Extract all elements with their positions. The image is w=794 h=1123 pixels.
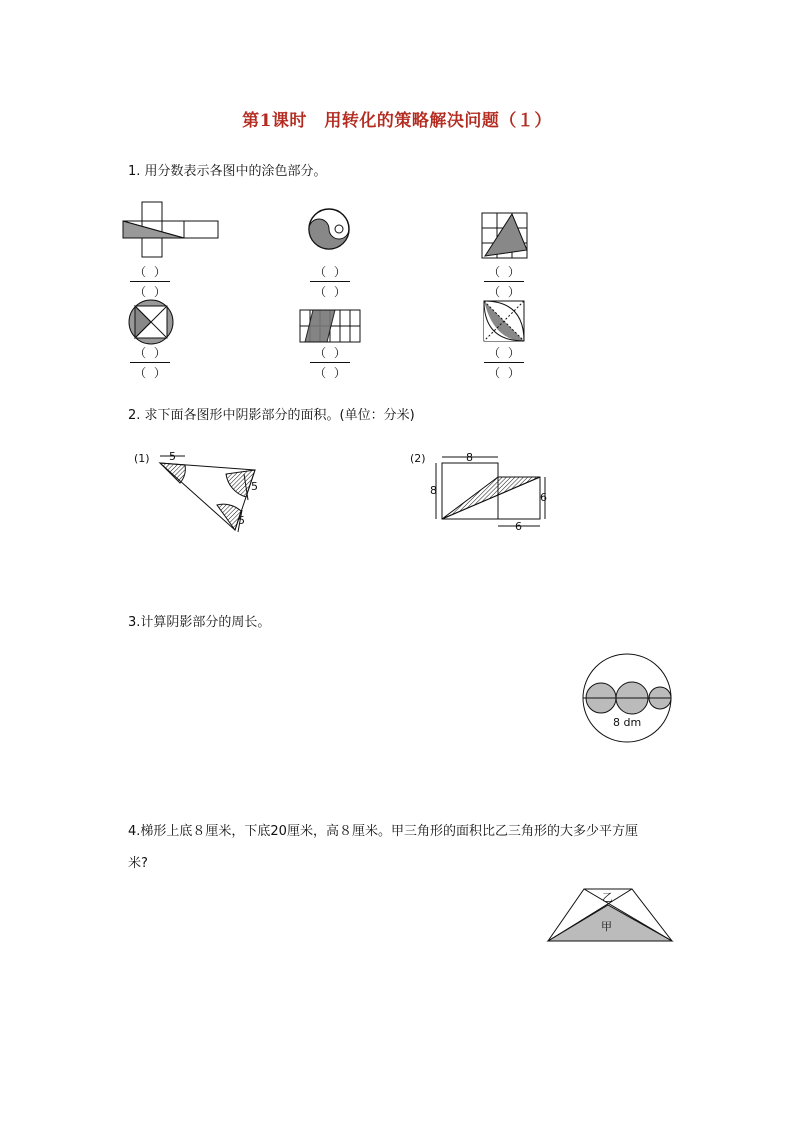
q4-figure-trapezoid [546, 888, 676, 944]
question-3-text: 3.计算阴影部分的周长。 [128, 615, 271, 630]
q1-figure-grid-triangle [481, 212, 531, 262]
q1-figure-circle-swirl [305, 207, 355, 252]
q1-figure-square-in-circle [126, 298, 176, 348]
q1-answer-blank-1[interactable]: （ ） （ ） [130, 263, 170, 300]
q4-label-yi: 乙 [602, 891, 613, 904]
q2-fig1-dim-b: 5 [251, 480, 258, 493]
q2-fig1-dim-c: 5 [238, 514, 245, 527]
q1-answer-blank-3[interactable]: （ ） （ ） [484, 263, 524, 300]
q2-fig2-tag: (2) [410, 452, 426, 465]
q1-answer-blank-2[interactable]: （ ） （ ） [310, 263, 350, 300]
q1-figure-grid-parallelogram [299, 308, 363, 348]
q2-fig2-dim-bottom: 6 [515, 520, 522, 533]
q1-figure-square-curve [483, 300, 528, 345]
q1-answer-blank-6[interactable]: （ ） （ ） [484, 344, 524, 381]
q2-fig2-dim-right: 6 [540, 491, 547, 504]
q2-figure-1-triangle [130, 448, 270, 538]
question-2-text: 2. 求下面各图形中阴影部分的面积。(单位：分米) [128, 408, 415, 423]
q1-figure-cross [120, 200, 220, 260]
q1-answer-blank-4[interactable]: （ ） （ ） [130, 344, 170, 381]
q1-answer-blank-5[interactable]: （ ） （ ） [310, 344, 350, 381]
question-4-text-line1: 4.梯形上底８厘米，下底20厘米，高８厘米。甲三角形的面积比乙三角形的大多少平方厘 [128, 824, 638, 839]
q2-fig2-dim-top: 8 [466, 451, 473, 464]
q3-figure-circles [582, 652, 677, 747]
q3-dim-label: 8 dm [613, 716, 642, 729]
q2-fig2-dim-left: 8 [430, 484, 437, 497]
page-title: 第1课时 用转化的策略解决问题（１） [242, 111, 552, 131]
q2-fig1-tag: (1) [134, 452, 150, 465]
q4-label-jia: 甲 [601, 920, 612, 933]
question-4-text-line2: 米? [128, 856, 148, 871]
q2-figure-2-rectangles [408, 448, 558, 538]
q2-fig1-dim-a: 5 [169, 450, 176, 463]
question-1-text: 1. 用分数表示各图中的涂色部分。 [128, 164, 327, 179]
